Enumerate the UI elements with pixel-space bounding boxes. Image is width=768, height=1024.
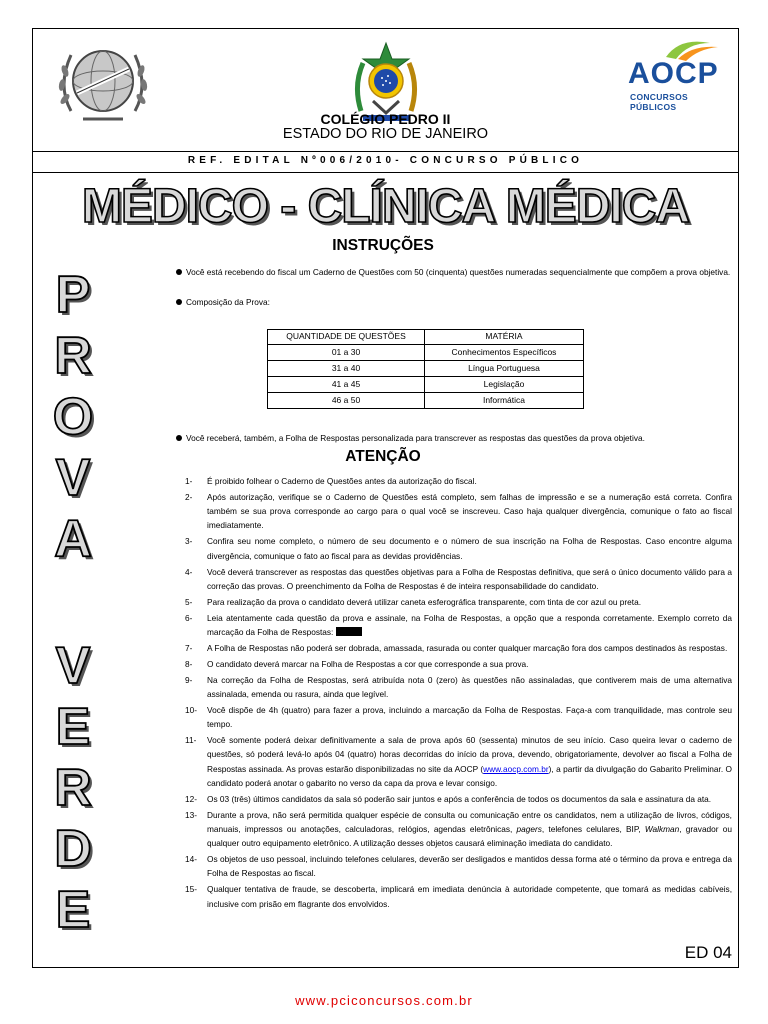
aocp-logo (618, 39, 734, 112)
table-row (268, 345, 584, 361)
table-cell: Informática (425, 393, 584, 409)
marking-example-box (336, 627, 362, 636)
bullet-icon (176, 269, 182, 275)
table-cell: 41 a 45 (268, 377, 425, 393)
divider (33, 151, 738, 152)
side-label-prova-verde (33, 265, 113, 941)
table-cell: 01 a 30 (268, 345, 425, 361)
list-item: 12- Os 03 (três) últimos candidatos da sala só poderão sair juntos e após a conferência de todos os documentos da sala e assinatura da ata. (185, 793, 712, 804)
exam-title: MÉDICO - CLÍNICA MÉDICA (81, 180, 690, 233)
instruction-text: Você receberá, também, a Folha de Respostas personalizada para transcrever as respostas das questões da prova objetiva. (186, 433, 645, 443)
instructions-heading: INSTRUÇÕES (332, 237, 434, 254)
footer-website-link[interactable]: www.pciconcursos.com.br (295, 993, 473, 1008)
table-row (268, 377, 584, 393)
side-letter: R (54, 327, 92, 385)
aocp-logo-text: AOCP (628, 57, 719, 90)
instruction-text: Você está recebendo do fiscal um Caderno de Questões com 50 (cinquenta) questões numeradas sequencialmente que compõem a prova objetiva. (186, 267, 731, 277)
side-letter: O (52, 388, 94, 446)
table-header: QUANTIDADE DE QUESTÕES (268, 330, 425, 345)
edition-code: ED 04 (684, 943, 732, 962)
attention-heading: ATENÇÃO (345, 448, 421, 465)
side-letter: E (55, 881, 91, 939)
header (33, 29, 738, 153)
list-item: 11- Você somente poderá deixar definitivamente a sala de prova após 60 (sessenta) minutos de seu início. Caso queira levar o caderno de questões, só poderá levá-lo após 04 (quatro) horas decorridas do início da prova, devendo, obrigatoriamente, devolver ao fiscal a Folha de Respostas assinada. As provas estarão disponibilizadas no site da AOCP (www.aocp.com.br), a partir da divulgação do Gabarito Preliminar. O candidato poderá anotar o gabarito no verso da capa da prova e levar consigo. (185, 734, 733, 788)
table-cell: 31 a 40 (268, 361, 425, 377)
institution-name: COLÉGIO PEDRO II (320, 111, 451, 127)
state-name: ESTADO DO RIO DE JANEIRO (282, 126, 489, 142)
list-item: 7- A Folha de Respostas não poderá ser dobrada, amassada, rasurada ou conter qualquer marcação fora dos campos destinados às respostas. (185, 642, 728, 653)
table-header: MATÉRIA (425, 330, 584, 345)
bullet-icon (176, 435, 182, 441)
table-cell: Conhecimentos Específicos (425, 345, 584, 361)
list-item: 1- É proibido folhear o Caderno de Questões antes da autorização do fiscal. (185, 476, 477, 486)
list-item: 15- Qualquer tentativa de fraude, se descoberta, implicará em imediata denúncia à autoridade competente, que tomará as medidas cabíveis, inclusive com prisão em flagrante dos envolvidos. (185, 884, 732, 909)
list-item: 6- Leia atentamente cada questão da prova e assinale, na Folha de Respostas, a opção que a responda corretamente. Exemplo correto da marcação da Folha de Respostas: (185, 612, 732, 637)
list-item: 13- Durante a prova, não será permitida qualquer espécie de consulta ou comunicação entre os candidatos, nem a utilização de livros, códigos, manuais, impressos ou anotações, calculadoras, relógios, agendas eletrônicas, pagers, telefones celulares, BIP, Walkman, gravador ou qualquer outro equipamento eletrônico. A utilização desses objetos causará eliminação imediata do candidato. (185, 809, 732, 849)
edital-reference: REF. EDITAL Nº006/2010- CONCURSO PÚBLICO (187, 155, 584, 166)
list-item: 2- Após autorização, verifique se o Caderno de Questões está completo, sem falhas de impressão e se a numeração está correta. Confira também se sua prova corresponde ao cargo para o qual você se inscreveu. Caso haja qualquer divergência, comunique o fato ao fiscal imediatamente. (185, 491, 732, 531)
list-item: 9- Na correção da Folha de Respostas, será atribuída nota 0 (zero) às questões não assinaladas, que contiverem mais de uma alternativa assinalada, emenda ou rasura, ainda que legível. (185, 674, 732, 699)
side-letter: V (55, 637, 91, 695)
instruction-text: Composição da Prova: (186, 297, 270, 307)
attention-list (185, 474, 732, 913)
instruction-bullet (186, 431, 731, 446)
table-header-row (268, 330, 584, 345)
table-cell: Legislação (425, 377, 584, 393)
instruction-bullet (186, 295, 731, 310)
aocp-logo-subtitle: CONCURSOS PÚBLICOS (630, 92, 688, 112)
side-letter: D (54, 820, 92, 878)
list-item: 14- Os objetos de uso pessoal, incluindo telefones celulares, deverão ser desligados e mantidos dessa forma até o término da prova e entrega da Folha de Respostas ao fiscal. (185, 854, 732, 879)
list-item: 10- Você dispõe de 4h (quatro) para fazer a prova, incluindo a marcação da Folha de Respostas. Faça-a com tranquilidade, mas controle seu tempo. (185, 704, 732, 730)
table-cell: 46 a 50 (268, 393, 425, 409)
table-cell: Língua Portuguesa (425, 361, 584, 377)
aocp-website-link[interactable]: www.aocp.com.br (483, 763, 549, 774)
side-letter: V (55, 449, 91, 507)
list-item: 5- Para realização da prova o candidato deverá utilizar caneta esferográfica transparente, com tinta de cor azul ou preta. (185, 596, 641, 607)
bullet-icon (176, 299, 182, 305)
table-row (268, 361, 584, 377)
side-letter: R (54, 759, 92, 817)
list-item: 8- O candidato deverá marcar na Folha de Respostas a cor que corresponde a sua prova. (185, 658, 529, 669)
exam-cover-page (32, 28, 739, 968)
exam-composition-table (267, 329, 584, 409)
side-letter: P (55, 266, 91, 324)
instruction-bullet (186, 265, 731, 280)
list-item: 4- Você deverá transcrever as respostas das questões objetivas para a Folha de Respostas definitiva, que será o único documento válido para a correção das provas. O preenchimento da Folha de Respostas é de inteira responsabilidade do candidato. (185, 566, 732, 591)
divider (33, 172, 738, 173)
side-letter: E (55, 698, 91, 756)
list-item: 3- Confira seu nome completo, o número de seu documento e o número de sua inscrição na Folha de Respostas. Caso encontre alguma divergência, comunique o fato ao fiscal para as devidas providências. (185, 536, 732, 561)
side-letter: A (54, 510, 92, 568)
table-row (268, 393, 584, 409)
